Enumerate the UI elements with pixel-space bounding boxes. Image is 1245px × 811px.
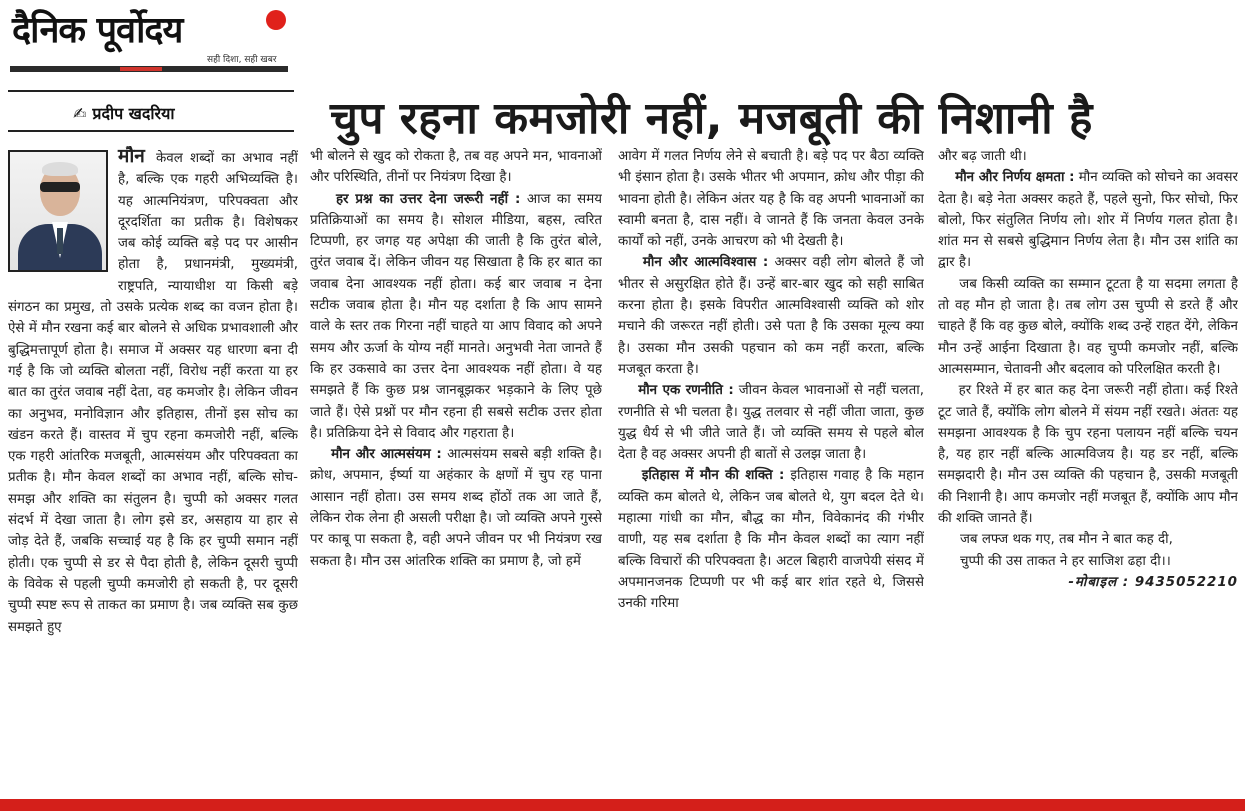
- col3-section-2: [618, 380, 924, 465]
- author-photo: [8, 150, 108, 272]
- photo-tie: [57, 228, 63, 254]
- photo-hair: [42, 162, 78, 176]
- col2-section-1: [310, 189, 602, 445]
- masthead-name: दैनिक पूर्वोदय: [12, 10, 183, 51]
- col4-paragraph-3-text: हर रिश्ते में हर बात कह देना जरूरी नहीं होता। कई रिश्ते टूट जाते हैं, क्योंकि लोग बोलने में संयम नहीं रखते। अंततः यह समझना आवश्यक है कि चुप रहना पलायन नहीं बल्कि चयन है, यह हार नहीं बल्कि आत्मविजय है। यह डर नहीं, बल्कि समझदारी है। मौन उस व्यक्ति की पहचान है, उसकी मजबूती की निशानी है। आप कमजोर नहीं मजबूत हैं, क्योंकि आप मौन की शक्ति जानते हैं।: [938, 383, 1238, 527]
- poem-line-1: जब लफ्ज थक गए, तब मौन ने बात कह दी,: [960, 532, 1173, 548]
- byline: [73, 102, 175, 124]
- masthead-bar-accent: [120, 67, 162, 71]
- col2-section-2-text: आत्मसंयम सबसे बड़ी शक्ति है। क्रोध, अपमान, ईर्ष्या या अहंकार के क्षणों में चुप रह पाना आसान नहीं होता। उस समय शब्द होंठों तक आ जाते हैं, लेकिन रोक लेना ही असली परीक्षा है। जो व्यक्ति अपने गुस्से पर काबू पा सकता है, वही अपने जीवन पर भी नियंत्रण रख सकता है। मौन उस आंतरिक शक्ति का प्रमाण है, जो हमें: [310, 447, 602, 569]
- masthead-dot: [266, 10, 286, 30]
- author-mobile: -मोबाइल : 9435052210: [1068, 574, 1238, 590]
- column-4: [938, 146, 1238, 786]
- pen-icon: ✍: [73, 104, 87, 123]
- col4-paragraph-3: [938, 380, 1238, 529]
- photo-glasses: [40, 182, 80, 192]
- col4-paragraph-2-text: जब किसी व्यक्ति का सम्मान टूटता है या सदमा लगता है तो वह मौन हो जाता है। तब लोग उस चुप्पी से डरते हैं और चाहते हैं कि वह कुछ बोले, क्योंकि शब्द उन्हें राहत देंगे, लेकिन मौन उन्हें आईना दिखाता है। वह चुप्पी कमजोर नहीं, बल्कि आत्मसम्मान, चेतावनी और बदलाव को परिलक्षित करती है।: [938, 276, 1238, 377]
- masthead: [10, 4, 292, 74]
- byline-rule-top: [8, 90, 294, 92]
- col2-lead: भी बोलने से खुद को रोकता है, तब वह अपने मन, भावनाओं और परिस्थिति, तीनों पर नियंत्रण दिखा है।: [310, 149, 602, 186]
- col2-section-2: [310, 444, 602, 572]
- col3-section-2-text: जीवन केवल भावनाओं से नहीं चलता, रणनीति से भी चलता है। युद्ध तलवार से नहीं जीता जाता, कुछ युद्ध धैर्य से भी जीते जाते हैं। जो व्यक्ति समय से पहले बोल देता है वह अक्सर अपनी ही बातों से उलझ जाता है।: [618, 383, 924, 463]
- byline-rule-bottom: [8, 130, 294, 132]
- col4-section-1: [938, 167, 1238, 273]
- intro-dropcap: मौन: [118, 146, 145, 167]
- col4-lead: और बढ़ जाती थी।: [938, 149, 1027, 164]
- col4-section-1-text: मौन व्यक्ति को सोचने का अवसर देता है। बड़े नेता अक्सर कहते हैं, पहले सुनो, फिर सोचो, फिर बोलो, फिर संतुलित निर्णय लो। शोर में निर्णय गलत होता है। शांत मन से सबसे बुद्धिमान निर्णय लेता है। मौन उस शांति का द्वार है।: [938, 170, 1238, 271]
- column-3: [618, 146, 924, 786]
- col3-section-1: [618, 252, 924, 380]
- col2-section-2-title: मौन और आत्मसंयम :: [331, 447, 442, 463]
- col2-section-1-title: हर प्रश्न का उत्तर देना जरूरी नहीं :: [335, 191, 521, 207]
- column-2: [310, 146, 602, 786]
- col3-section-3: [618, 465, 924, 614]
- intro-text: केवल शब्दों का अभाव नहीं है, बल्कि एक गहरी अभिव्यक्ति है। यह आत्मनियंत्रण, परिपक्वता और दूरदर्शिता का प्रतीक है। विशेषकर जब कोई व्यक्ति बड़े पद पर आसीन होता है, प्रधानमंत्री, मुख्यमंत्री, राष्ट्रपति, न्यायाधीश या किसी बड़े संगठन का प्रमुख, तो उसके प्रत्येक शब्द का वजन होता है। ऐसे में मौन रखना कई बार बोलने से अधिक प्रभावशाली और बुद्धिमत्तापूर्ण होता है। समाज में अक्सर यह धारणा बना दी गई है कि जो व्यक्ति बोलता नहीं, विरोध नहीं करता या हर बात का तुरंत जवाब नहीं देता, वह कमजोर है। लेकिन जीवन का अनुभव, मनोविज्ञान और इतिहास, तीनों इस सोच का खंडन करते हैं। वास्तव में चुप रहना कमजोरी नहीं, बल्कि एक गहरी आंतरिक मजबूती, आत्मसंयम और परिपक्वता का प्रतीक है। मौन केवल शब्दों का अभाव नहीं, बल्कि सोच-समझ और शक्ति का संतुलन है। चुप्पी को अक्सर गलत संदर्भ में देखा जाता है। लोग इसे डर, असहाय या हार से जोड़ देते हैं, जबकि सच्चाई यह है कि हर चुप्पी समान नहीं होती। एक चुप्पी से डर से पैदा होती है, लेकिन दूसरी चुप्पी के विवेक से पहली चुप्पी कमजोरी हो सकती है, पर दूसरी चुप्पी स्पष्ट रूप से ताकत का प्रमाण है। जब व्यक्ति सब कुछ समझते हुए: [8, 151, 298, 635]
- column-1: [8, 146, 298, 786]
- col3-section-3-text: इतिहास गवाह है कि महान व्यक्ति कम बोलते थे, लेकिन जब बोलते थे, युग बदल देते थे। महात्मा गांधी का मौन, बौद्ध का मौन, विवेकानंद की गंभीर वाणी, यह सब दर्शाता है कि मौन केवल शब्दों का त्याग नहीं बल्कि विचारों की परिपक्वता है। अटल बिहारी वाजपेयी संसद में अपमानजनक टिप्पणी पर भी कई बार शांत रहते थे, जिससे उनकी गरिमा: [618, 468, 924, 612]
- headline: चुप रहना कमजोरी नहीं, मजबूती की निशानी है: [330, 93, 1093, 144]
- poem-line-2: चुप्पी की उस ताकत ने हर साजिश ढहा दी।।: [960, 553, 1171, 569]
- bottom-accent-bar: [0, 799, 1245, 811]
- col3-section-2-title: मौन एक रणनीति :: [638, 383, 734, 399]
- col4-section-1-title: मौन और निर्णय क्षमता :: [955, 170, 1075, 186]
- author-name: प्रदीप खदरिया: [92, 104, 175, 123]
- col4-paragraph-2: [938, 274, 1238, 380]
- col3-section-1-title: मौन और आत्मविश्वास :: [642, 255, 769, 271]
- col3-lead: आवेग में गलत निर्णय लेने से बचाती है। बड़े पद पर बैठा व्यक्ति भी इंसान होता है। उसके भीतर भी अपमान, क्रोध और पीड़ा की भावना होती है। लेकिन अंतर यह है कि वह अपनी भावनाओं का स्वामी बनता है, दास नहीं। वे जानते हैं कि जनता केवल उनके कार्यों को नहीं, उनके आचरण को भी देखती है।: [618, 149, 924, 250]
- col3-section-3-title: इतिहास में मौन की शक्ति :: [641, 468, 785, 484]
- masthead-tagline: सही दिशा, सही खबर: [207, 55, 277, 65]
- col3-section-1-text: अक्सर वही लोग बोलते हैं जो भीतर से असुरक्षित होते हैं। उन्हें बार-बार खुद को सही साबित करना होता है। इसके विपरीत आत्मविश्वासी व्यक्ति को शोर मचाने की जरूरत नहीं होती। उसे पता है कि उसका मूल्य क्या है। उसका मौन उसकी पहचान को कम नहीं करता, बल्कि मजबूत करता है।: [618, 255, 924, 377]
- col2-section-1-text: आज का समय प्रतिक्रियाओं का समय है। सोशल मीडिया, बहस, त्वरित टिप्पणी, हर जगह यह अपेक्षा की जाती है कि तुरंत बोले, तुरंत जवाब दें। लेकिन जीवन यह सिखाता है कि हर बात का जवाब देना आवश्यक नहीं होता। कई बार जवाब न देना सटीक जवाब होता है। मौन यह दर्शाता है कि आप सामने वाले के स्तर तक गिरना नहीं चाहते या आप विवाद को अपने समय और ऊर्जा के योग्य नहीं मानते। अनुभवी नेता जानते हैं कि हर उकसावे का उत्तर देना आवश्यक नहीं होता। वे यह समझते हैं कि कुछ प्रश्न जानबूझकर भड़काने के लिए पूछे जाते हैं। ऐसे प्रश्नों पर मौन रहना ही सबसे सटीक उत्तर होता है। प्रतिक्रिया देने से विवाद और गहराता है।: [310, 191, 602, 441]
